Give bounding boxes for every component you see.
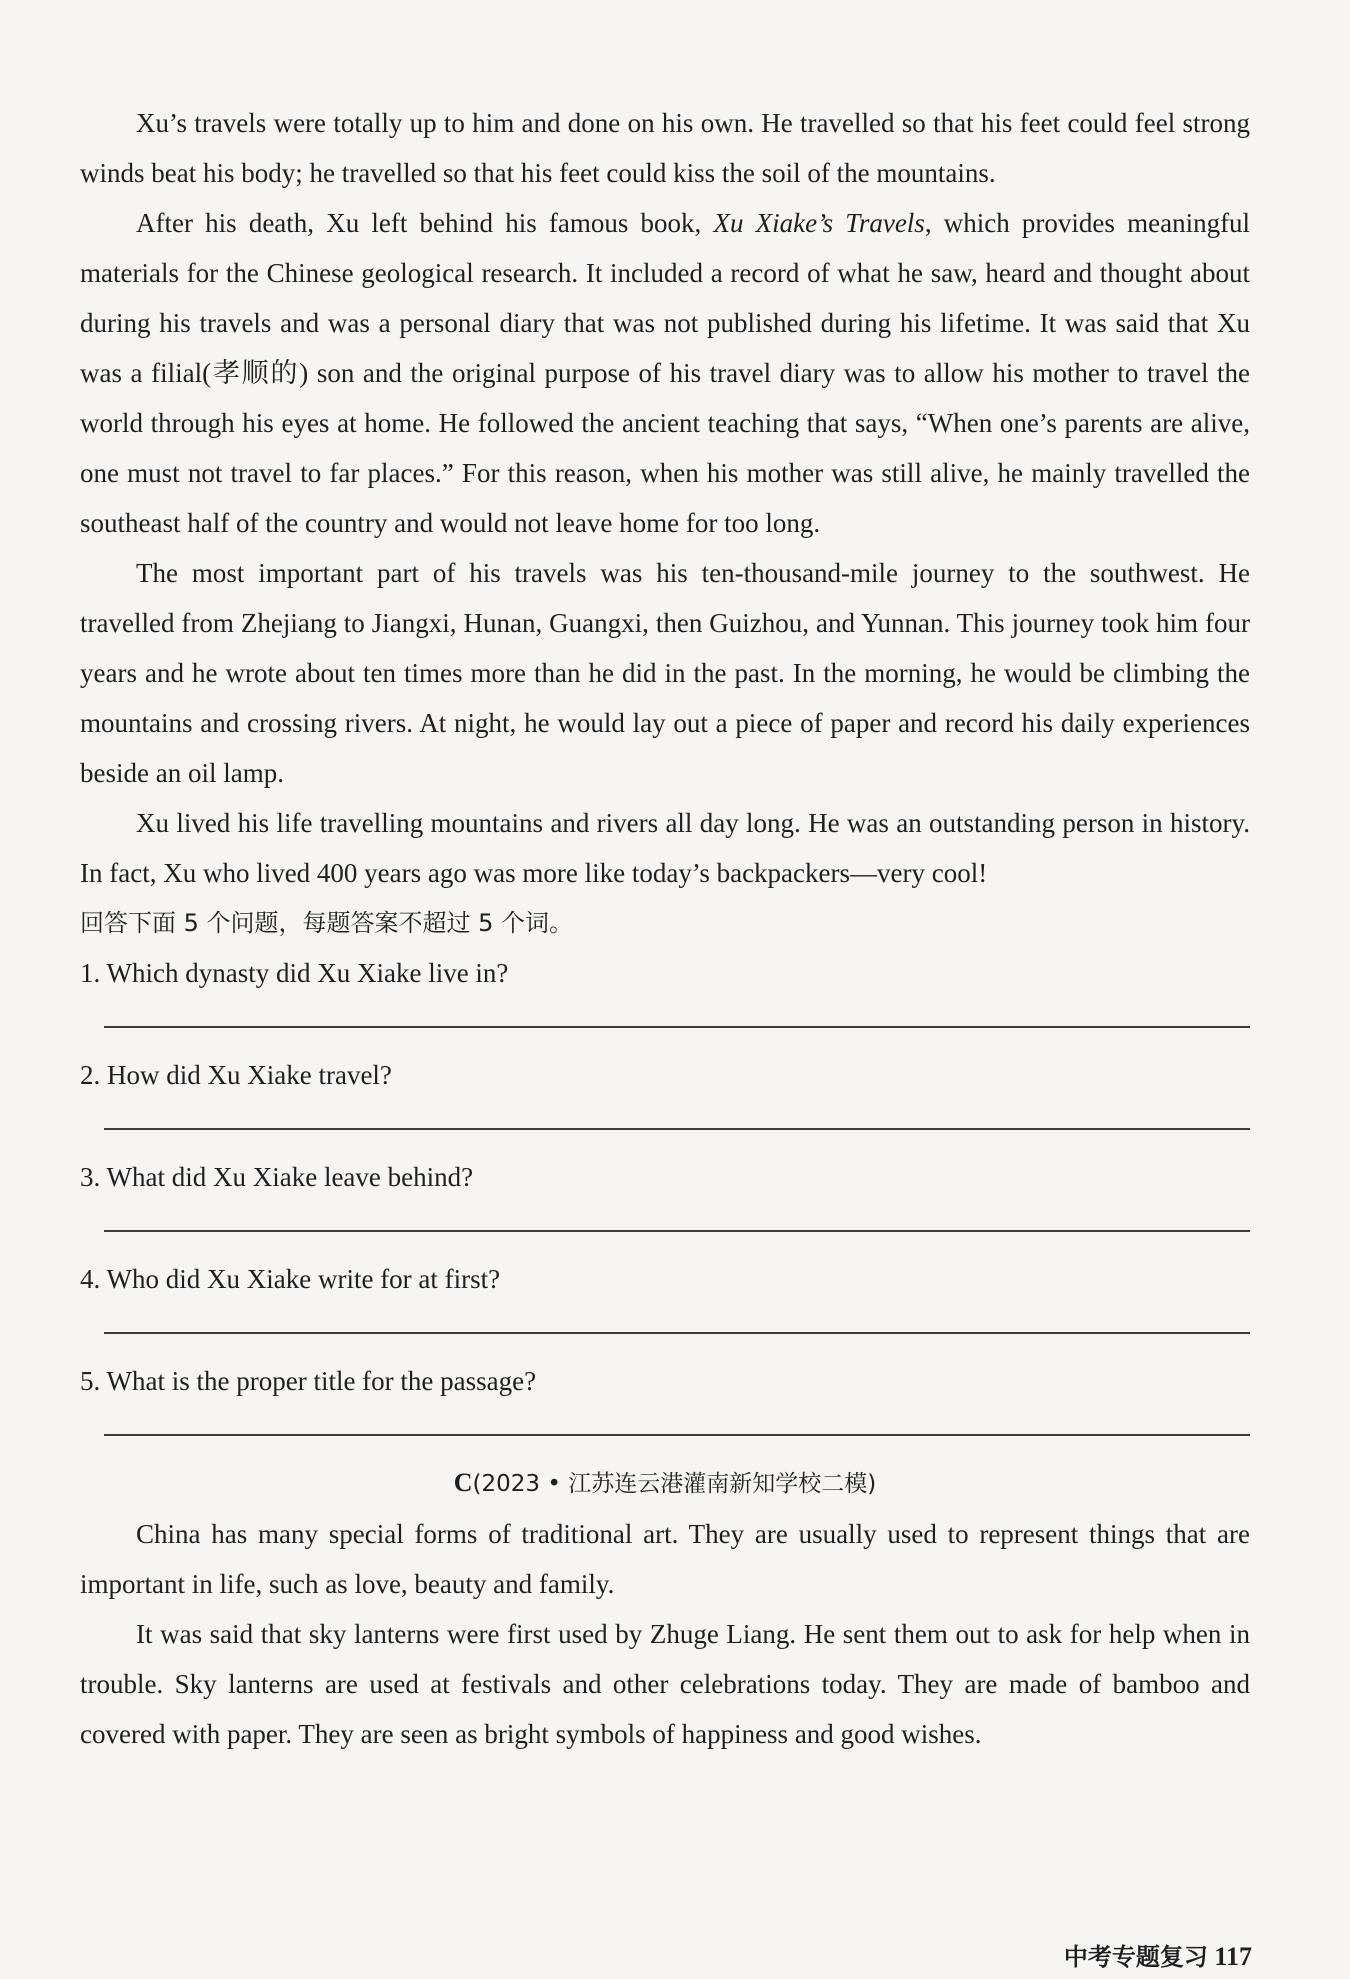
question-3: 3. What did Xu Xiake leave behind? [80,1162,474,1192]
answer-line-4[interactable] [104,1332,1250,1334]
question-2: 2. How did Xu Xiake travel? [80,1060,392,1090]
page-content [80,98,1250,1759]
answer-line-5[interactable] [104,1434,1250,1436]
question-5: 5. What is the proper title for the passage? [80,1366,537,1396]
section-c-heading [80,1458,1250,1509]
section-c-source: (2023 • 江苏连云港灌南新知学校二模) [472,1471,877,1497]
page-number: 117 [1214,1942,1252,1971]
answer-line-3[interactable] [104,1230,1250,1232]
footer-label: 中考专题复习 [1063,1943,1208,1971]
question-4: 4. Who did Xu Xiake write for at first? [80,1264,501,1294]
paragraph-b4: Xu lived his life travelling mountains and rivers all day long. He was an outstanding person in history. In fact, Xu who lived 400 years ago was more like today’s backpackers—very cool! [80,808,1250,888]
question-1: 1. Which dynasty did Xu Xiake live in? [80,958,509,988]
paragraph-c1: China has many special forms of traditional art. They are usually used to represent things that are important in life, such as love, beauty and family. [80,1519,1250,1599]
paragraph-b1: Xu’s travels were totally up to him and done on his own. He travelled so that his feet could feel strong winds beat his body; he travelled so that his feet could kiss the soil of the mountains. [80,108,1250,188]
book-title: Xu Xiake’s Travels [713,208,925,238]
paragraph-c2: It was said that sky lanterns were first used by Zhuge Liang. He sent them out to ask for help when in trouble. Sky lanterns are used at festivals and other celebrations today. They are made of bamboo and covered with paper. They are seen as bright symbols of happiness and good wishes. [80,1619,1250,1749]
paragraph-b3: The most important part of his travels was his ten-thousand-mile journey to the southwest. He travelled from Zhejiang to Jiangxi, Hunan, Guangxi, then Guizhou, and Yunnan. This journey took him four years and he wrote about ten times more than he did in the past. In the morning, he would be climbing the mountains and crossing rivers. At night, he would lay out a piece of paper and record his daily experiences beside an oil lamp. [80,558,1250,788]
answer-line-1[interactable] [104,1026,1250,1028]
paragraph-b2 [80,198,1250,548]
page-footer [1064,1942,1252,1972]
paragraph-b2-body: meaningful materials for the Chinese geological research. It included a record of what he saw, heard and thought about during his travels and was a personal diary that was not published during his lifetime. It was said that Xu was a filial(孝顺的) son and the original purpose of his travel diary was to allow his mother to travel the world through his eyes at home. He followed the ancient teaching that says, “When one’s parents are alive, one must not travel to far places.” For this reason, when his mother was still alive, he mainly travelled the southeast half of the country and would not leave home for too long. [80,208,1251,538]
paragraph-b2-lead: After his death, Xu left behind his famous book, [136,208,702,238]
question-instruction: 回答下面 5 个问题，每题答案不超过 5 个词。 [80,909,574,937]
answer-line-2[interactable] [104,1128,1250,1130]
section-c-letter: C [453,1468,473,1497]
paragraph-b2-after: , which provides [924,208,1115,238]
